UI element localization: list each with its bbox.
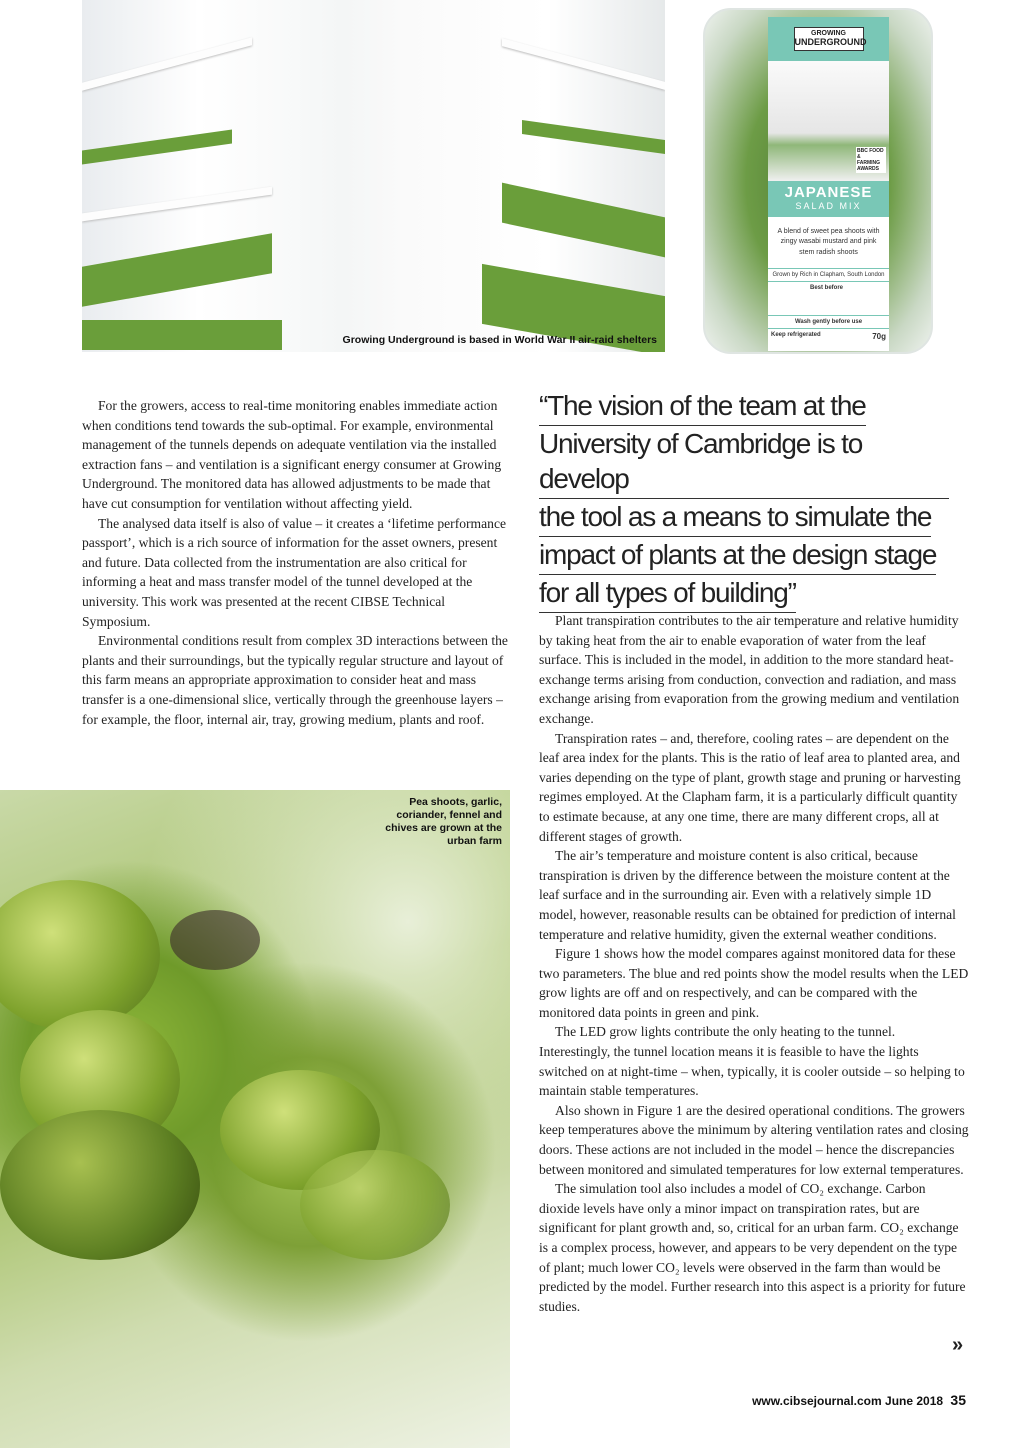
product-blend: A blend of sweet pea shoots with zingy wasabi mustard and pink stem radish shoots [777, 227, 880, 256]
wash-note: Wash gently before use [768, 315, 889, 328]
award-badge: BBC FOOD & FARMING AWARDS [856, 147, 886, 173]
paragraph: Also shown in Figure 1 are the desired operational conditions. The growers keep temperatures above the minimum by altering ventilation rates and closing doors. These actions are not included in the model – hence the discrepancies between monitored and simulated temperatures for low external temperatures. [539, 1102, 969, 1177]
footer-date: June 2018 [885, 1394, 944, 1408]
microgreens-photo [0, 790, 510, 1448]
grown-by: Grown by Rich in Clapham, South London [768, 268, 889, 281]
paragraph: Plant transpiration contributes to the air temperature and relative humidity by taking heat from the air to enable evaporation of water from the leaf surface. This is included in the model, in addition to the more standard heat-exchange terms arising from conduction, convection and radiation, and mass exchange arising from evaporation from the growing medium and ventilation exchange. [539, 613, 960, 726]
keep-refrigerated: Keep refrigerated [771, 332, 821, 339]
paragraph: The LED grow lights contribute the only heating to the tunnel. Interestingly, the tunnel location means it is feasible to have the lights switched on at night-time – when, typically, it is cooler outside – so helping to maintain stable temperatures. [539, 1024, 965, 1099]
pull-quote [539, 388, 949, 613]
weight: 70g [872, 332, 886, 342]
page-number: 35 [950, 1392, 966, 1408]
quote-line: for all types of building” [539, 575, 796, 613]
paragraph: The analysed data itself is also of value – it creates a ‘lifetime performance passport’, which is a rich source of information for the asset owners, present and future. Data collected from the instrumentation are also critical for informing a heat and mass transfer model of the tunnel developed at the university. This work was presented at the recent CIBSE Technical Symposium. [82, 515, 507, 629]
quote-line: University of Cambridge is to develop [539, 426, 949, 499]
brand-logo: GROWING UNDERGROUND [794, 27, 864, 51]
photo-caption: Growing Underground is based in World War II air-raid shelters [342, 334, 657, 346]
best-before: Best before [768, 281, 889, 315]
tunnel-farm-photo [82, 0, 665, 352]
right-column [539, 611, 969, 1316]
paragraph: Transpiration rates – and, therefore, cooling rates – are dependent on the leaf area index for the plants. This is the ratio of leaf area to planted area, and varies depending on the type of plant, growth stage and pruning or harvesting regimes employed. At the Clapham farm, it is a particularly difficult quantity to estimate because, at any one time, there are many different crops, all at different stages of growth. [539, 730, 961, 844]
package-label [768, 17, 889, 351]
continue-arrow-icon: » [952, 1334, 964, 1356]
quote-line: the tool as a means to simulate the [539, 499, 931, 537]
photo-caption: Pea shoots, garlic, coriander, fennel and chives are grown at the urban farm [385, 796, 502, 847]
paragraph: Figure 1 shows how the model compares against monitored data for these two parameters. The blue and red points show the model results when the LED grow lights are off and on respectively, and can be compared with the monitored data points in green and pink. [539, 946, 969, 1020]
label-image [768, 61, 889, 181]
quote-line: impact of plants at the design stage [539, 537, 936, 575]
paragraph: The air’s temperature and moisture content is also critical, because transpiration is driven by the difference between the moisture content at the leaf surface and in the surrounding air. Even with a relatively simple 1D model, however, reasonable results can be obtained for prediction of internal temperature and relative humidity, given the external weather conditions. [539, 848, 956, 942]
footer-site: www.cibsejournal.com [752, 1394, 882, 1408]
paragraph: For the growers, access to real-time monitoring enables immediate action when conditions tend towards the sub-optimal. For example, environmental management of the tunnels depends on adequate ventilation via the installed extraction fans – and ventilation is a significant energy consumer at Growing Underground. The monitored data has allowed adjustments to be made that have cut consumption for ventilation without affecting yield. [82, 398, 502, 511]
page-footer [752, 1392, 966, 1408]
left-column [82, 396, 512, 729]
quote-line: “The vision of the team at the [539, 388, 866, 426]
paragraph: The simulation tool also includes a model of CO₂ exchange. Carbon dioxide levels have only a minor impact on transpiration rates, but are significant for plant growth and, so, critical for an urban farm. CO₂ exchange is a complex process, however, and appears to be very dependent on the type of plant; much lower CO₂ levels were observed in the farm than would be predicted by the model. Further research into this aspect is a priority for future studies. [539, 1181, 966, 1314]
product-subtitle: SALAD MIX [795, 200, 862, 211]
paragraph: Environmental conditions result from complex 3D interactions between the plants and their surroundings, but the typically regular structure and layout of this farm means an appropriate approximation to consider heat and mass transfer is a one-dimensional slice, vertically through the greenhouse layers – for example, the floor, internal air, tray, growing medium, plants and roof. [82, 633, 508, 727]
product-name: JAPANESE [784, 183, 873, 201]
